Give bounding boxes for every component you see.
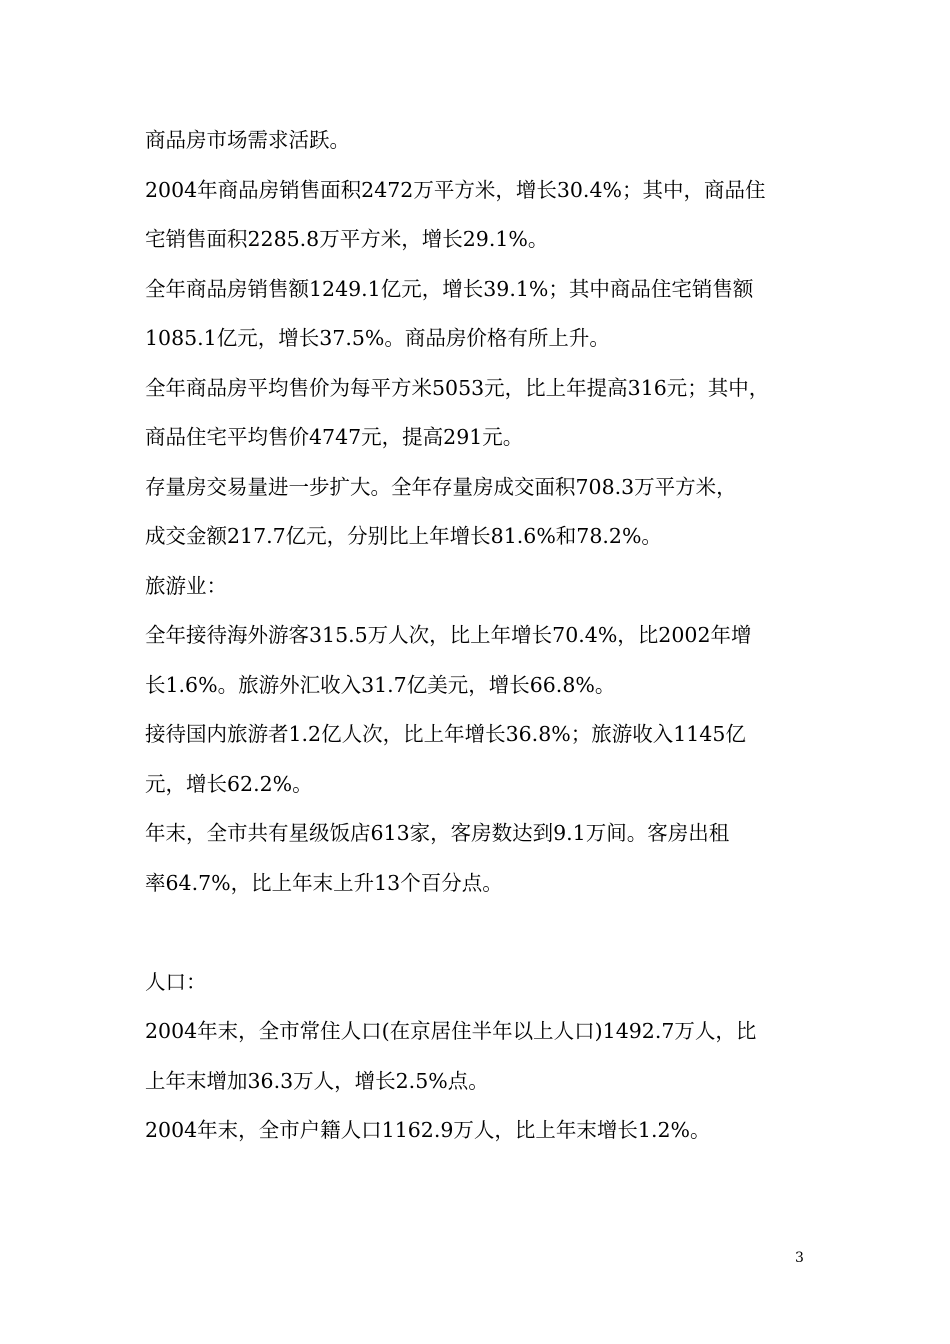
text-line-avg-price-1: 全年商品房平均售价为每平方米5053元，比上年提高316元；其中， <box>145 375 770 400</box>
text-line-hotels-1: 年末，全市共有星级饭店613家，客房数达到9.1万间。客房出租 <box>145 821 730 845</box>
section-heading-tourism: 旅游业： <box>145 573 227 598</box>
text-line-hotels-2: 率64.7%，比上年末上升13个百分点。 <box>145 870 503 895</box>
text-line-existing-housing-2: 成交金额217.7亿元，分别比上年增长81.6%和78.2%。 <box>145 524 662 548</box>
text-line-sales-value-2: 1085.1亿元，增长37.5%。商品房价格有所上升。 <box>145 326 610 350</box>
text-line-sales-value-1: 全年商品房销售额1249.1亿元，增长39.1%；其中商品住宅销售额 <box>145 276 754 301</box>
text-line-overseas-tourists-1: 全年接待海外游客315.5万人次，比上年增长70.4%，比2002年增 <box>145 623 752 647</box>
text-line-domestic-tourists-2: 元，增长62.2%。 <box>145 771 313 796</box>
text-line-resident-population-1: 2004年末，全市常住人口(在京居住半年以上人口)1492.7万人，比 <box>145 1019 757 1043</box>
text-line-avg-price-2: 商品住宅平均售价4747元，提高291元。 <box>145 425 524 449</box>
text-line-sales-area-1: 2004年商品房销售面积2472万平方米，增长30.4%；其中，商品住 <box>145 177 766 202</box>
text-line-domestic-tourists-1: 接待国内旅游者1.2亿人次，比上年增长36.8%；旅游收入1145亿 <box>145 722 746 746</box>
text-line-registered-population: 2004年末，全市户籍人口1162.9万人，比上年末增长1.2%。 <box>145 1118 711 1142</box>
text-line-existing-housing-1: 存量房交易量进一步扩大。全年存量房成交面积708.3万平方米， <box>145 474 737 499</box>
text-line-overseas-tourists-2: 长1.6%。旅游外汇收入31.7亿美元，增长66.8%。 <box>145 672 616 697</box>
page-number: 3 <box>795 1250 804 1266</box>
section-heading-population: 人口： <box>145 969 207 994</box>
text-line-sales-area-2: 宅销售面积2285.8万平方米，增长29.1%。 <box>145 227 549 251</box>
document-body <box>145 128 825 1168</box>
text-line-housing-demand: 商品房市场需求活跃。 <box>145 128 350 152</box>
paragraph-gap <box>145 920 825 970</box>
text-line-resident-population-2: 上年末增加36.3万人，增长2.5%点。 <box>145 1068 489 1093</box>
